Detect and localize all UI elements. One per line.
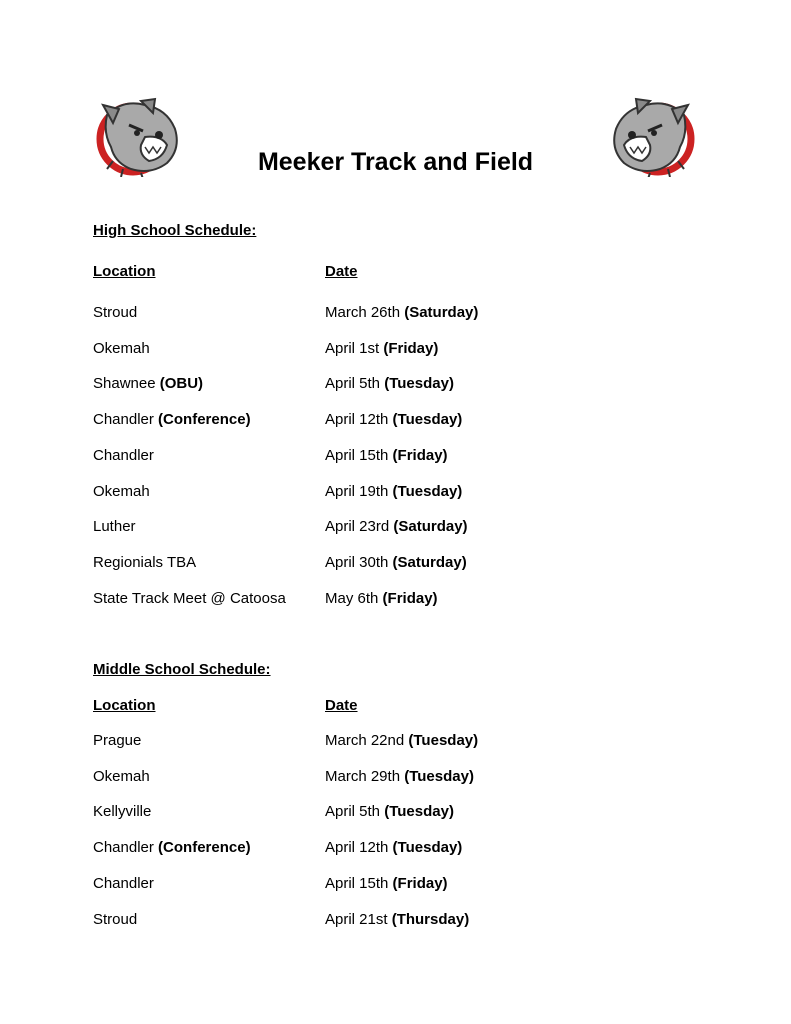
row-date xyxy=(325,483,462,500)
row-location xyxy=(93,340,150,357)
high-school-heading: High School Schedule: xyxy=(93,222,257,239)
row-date xyxy=(325,447,448,464)
row-date xyxy=(325,304,478,321)
date-text: April 1st xyxy=(325,339,380,357)
row-date xyxy=(325,768,474,785)
date-text: May 6th xyxy=(325,589,379,607)
row-date xyxy=(325,875,448,892)
row-date xyxy=(325,590,438,607)
row-location xyxy=(93,375,203,392)
location-text: Luther xyxy=(93,518,136,536)
location-text: Okemah xyxy=(93,767,150,785)
day-of-week: (Thursday) xyxy=(391,910,470,928)
row-location xyxy=(93,839,251,856)
location-text: Chandler xyxy=(93,446,154,464)
day-of-week: (Friday) xyxy=(382,589,438,607)
date-text: April 15th xyxy=(325,874,389,892)
date-text: March 22nd xyxy=(325,732,405,749)
location-text: Kellyville xyxy=(93,803,152,821)
location-text: Chandler xyxy=(93,411,154,429)
date-text: March 29th xyxy=(325,767,401,785)
date-text: April 5th xyxy=(325,375,381,393)
row-location xyxy=(93,875,154,892)
row-location xyxy=(93,447,154,464)
location-text: State Track Meet @ Catoosa xyxy=(93,589,286,607)
day-of-week: (Tuesday) xyxy=(392,839,463,857)
row-date xyxy=(325,375,454,392)
row-date xyxy=(325,554,467,571)
row-location xyxy=(93,304,137,321)
date-text: April 12th xyxy=(325,839,389,857)
high-school-location-header: Location xyxy=(93,263,156,280)
day-of-week: (Saturday) xyxy=(392,553,467,571)
date-text: April 12th xyxy=(325,411,389,429)
location-note: (Conference) xyxy=(158,839,251,857)
location-note: (OBU) xyxy=(159,375,204,393)
row-location xyxy=(93,911,137,928)
date-text: April 23rd xyxy=(325,518,390,536)
row-date xyxy=(325,732,478,749)
high-school-date-header: Date xyxy=(325,263,358,280)
location-text: Okemah xyxy=(93,482,150,500)
day-of-week: (Tuesday) xyxy=(392,411,463,429)
row-location xyxy=(93,803,151,820)
location-text: Shawnee xyxy=(93,375,156,393)
location-note: (Conference) xyxy=(158,411,251,429)
row-date xyxy=(325,911,469,928)
day-of-week: (Tuesday) xyxy=(404,767,474,785)
middle-school-date-header: Date xyxy=(325,697,358,714)
day-of-week: (Tuesday) xyxy=(384,803,454,821)
date-text: April 21st xyxy=(325,910,388,928)
date-text: April 5th xyxy=(325,803,381,821)
day-of-week: (Tuesday) xyxy=(384,375,454,393)
row-location xyxy=(93,483,150,500)
page-title: Meeker Track and Field xyxy=(257,148,534,176)
day-of-week: (Tuesday) xyxy=(392,482,463,500)
day-of-week: (Saturday) xyxy=(393,518,468,536)
date-text: April 19th xyxy=(325,482,389,500)
middle-school-location-header: Location xyxy=(93,697,156,714)
row-date xyxy=(325,839,462,856)
row-location xyxy=(93,554,196,571)
middle-school-heading: Middle School Schedule: xyxy=(93,661,271,678)
row-location xyxy=(93,768,150,785)
day-of-week: (Saturday) xyxy=(404,304,479,321)
row-location xyxy=(93,518,136,535)
location-text: Stroud xyxy=(93,304,138,321)
location-text: Chandler xyxy=(93,874,154,892)
day-of-week: (Friday) xyxy=(392,874,448,892)
row-date xyxy=(325,411,462,428)
location-text: Prague xyxy=(93,732,142,749)
row-date xyxy=(325,340,438,357)
location-text: Stroud xyxy=(93,910,138,928)
day-of-week: (Friday) xyxy=(392,446,448,464)
date-text: March 26th xyxy=(325,304,401,321)
location-text: Regionials TBA xyxy=(93,553,197,571)
date-text: April 30th xyxy=(325,553,389,571)
row-location xyxy=(93,590,286,607)
location-text: Okemah xyxy=(93,339,150,357)
date-text: April 15th xyxy=(325,446,389,464)
row-location xyxy=(93,411,251,428)
row-location xyxy=(93,732,141,749)
location-text: Chandler xyxy=(93,839,154,857)
row-date xyxy=(325,803,454,820)
day-of-week: (Tuesday) xyxy=(408,732,479,749)
day-of-week: (Friday) xyxy=(383,339,439,357)
row-date xyxy=(325,518,468,535)
